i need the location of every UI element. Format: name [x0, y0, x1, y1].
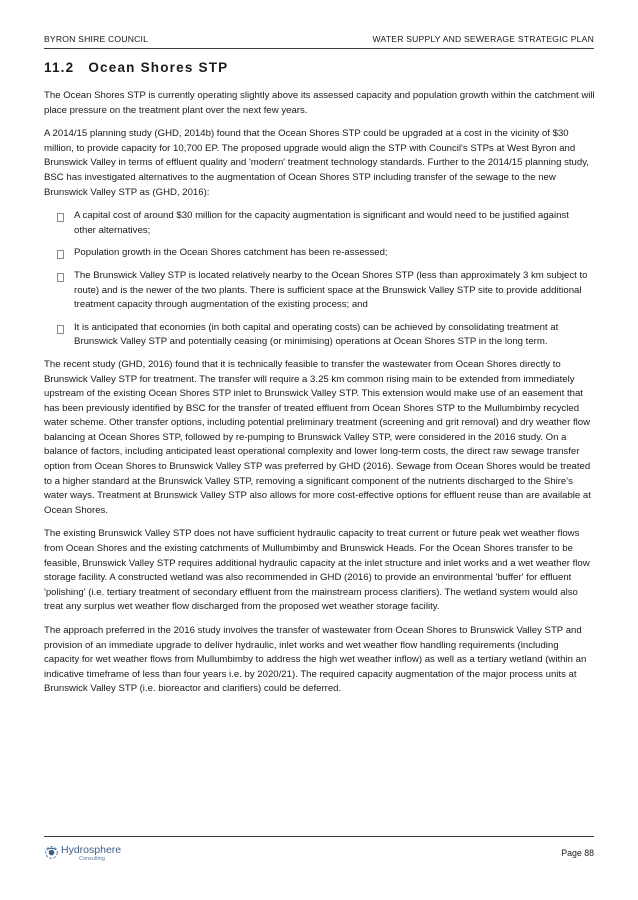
logo-name: Hydrosphere	[61, 844, 122, 856]
section-title: Ocean Shores STP	[88, 60, 229, 75]
hydrosphere-logo-icon	[44, 845, 59, 860]
bullet-item	[44, 209, 596, 238]
paragraph: The Ocean Shores STP is currently operating slightly above its assessed capacity and population growth within the catchment will place pressure on the treatment plant over the next few years.	[44, 90, 595, 116]
bullet-marker-icon	[57, 250, 64, 259]
page-content	[44, 60, 596, 706]
header-organisation: BYRON SHIRE COUNCIL	[44, 34, 149, 44]
bullet-item	[44, 269, 596, 313]
bullet-text: A capital cost of around $30 million for the capacity augmentation is significant and would need to be justified against other alternatives;	[74, 210, 569, 236]
paragraph: The approach preferred in the 2016 study involves the transfer of wastewater from Ocean Shores to Brunswick Valley STP and provision of an immediate upgrade to deliver hydraulic, inlet works and wet weather flow handling requirements (including capacity for wet weather flows from Mullumbimby to address the high wet weather inflow) as well as a tertiary wetland (within an indicative timeframe of less than four years i.e. by 2020/21). The required capacity augmentation of the major process units at Brunswick Valley STP (i.e. bioreactor and clarifiers) could be deferred.	[44, 625, 587, 695]
bullet-item	[44, 246, 596, 261]
page-number: Page 88	[561, 848, 594, 858]
page-footer	[44, 836, 594, 863]
paragraph: A 2014/15 planning study (GHD, 2014b) found that the Ocean Shores STP could be upgraded at a cost in the vicinity of $30 million, to provide capacity for 10,700 EP. The proposed upgrade would align the STP with Council's STPs at West Byron and Brunswick Valley in terms of effluent quality and 'modern' treatment technology standards. Further to the 2014/15 planning study, BSC has investigated alternatives to the augmentation of Ocean Shores STP including transfer of the sewage to the new Brunswick Valley STP as (GHD, 2016):	[44, 128, 589, 198]
section-heading	[44, 60, 596, 75]
bullet-item	[44, 321, 596, 350]
section-number: 11.2	[44, 60, 75, 75]
hydrosphere-logo	[44, 845, 121, 863]
bullet-text: It is anticipated that economies (in both capital and operating costs) can be achieved by consolidating treatment at Brunswick Valley STP and potentially ceasing (or minimising) operations at Ocean Shores STP in the long term.	[74, 321, 559, 348]
logo-subtitle: Consulting	[79, 856, 105, 862]
bullet-list	[44, 209, 596, 350]
header-document-title: WATER SUPPLY AND SEWERAGE STRATEGIC PLAN	[372, 34, 594, 44]
paragraph: The existing Brunswick Valley STP does not have sufficient hydraulic capacity to treat current or future peak wet weather flows from Ocean Shores and the existing catchments of Mullumbimby and Brunswick Heads. For the Ocean Shores transfer to be feasible, Brunswick Valley STP requires additional hydraulic capacity at the inlet structure and inlet works and a wet weather flow storage facility. A constructed wetland was also recommended in GHD (2016) to provide an environmental 'buffer' for effluent 'polishing' (i.e. tertiary treatment of secondary effluent from the mainstream process clarifiers). The wetland system would also treat any surplus wet weather flow discharged from the proposed wet weather storage facility.	[44, 528, 590, 613]
bullet-marker-icon	[57, 213, 64, 222]
bullet-text: The Brunswick Valley STP is located relatively nearby to the Ocean Shores STP (less than approximately 3 km subject to route) and is the newer of the two plants. There is sufficient space at the Brunswick Valley STP site to provide additional treatment capacity through augmentation of the existing process; and	[74, 269, 588, 311]
page-header	[44, 34, 594, 49]
bullet-text: Population growth in the Ocean Shores catchment has been re-assessed;	[74, 247, 388, 259]
bullet-marker-icon	[57, 325, 64, 334]
bullet-marker-icon	[57, 273, 64, 282]
paragraph: The recent study (GHD, 2016) found that it is technically feasible to transfer the wastewater from Ocean Shores directly to Brunswick Valley STP for treatment. The transfer will require a 3.25 km common rising main to be extended from immediately upstream of the existing Ocean Shores STP inlet to Brunswick Valley STP. This extension would make use of an easement that has been previously identified by BSC for the transfer of treated effluent from Ocean Shores STP to the Mullumbimby recycled water scheme. Other transfer options, including potential preliminary treatment (screening and grit removal) and dry weather flow balancing at Ocean Shores STP, followed by re-pumping to Brunswick Valley STP, were considered in the 2016 study. On a balance of factors, including anticipated least operational complexity and lower long-term costs, the direct raw sewage transfer option from Ocean Shores to Brunswick Valley STP was preferred by GHD (2016). Sewage from Ocean Shores would be treated to a higher standard at the Brunswick Valley STP, removing a significant component of the nutrients discharged to the Shire's water ways. Treatment at Brunswick Valley STP also allows for more cost-effective options for effluent reuse than are available at Ocean Shores.	[44, 358, 591, 516]
